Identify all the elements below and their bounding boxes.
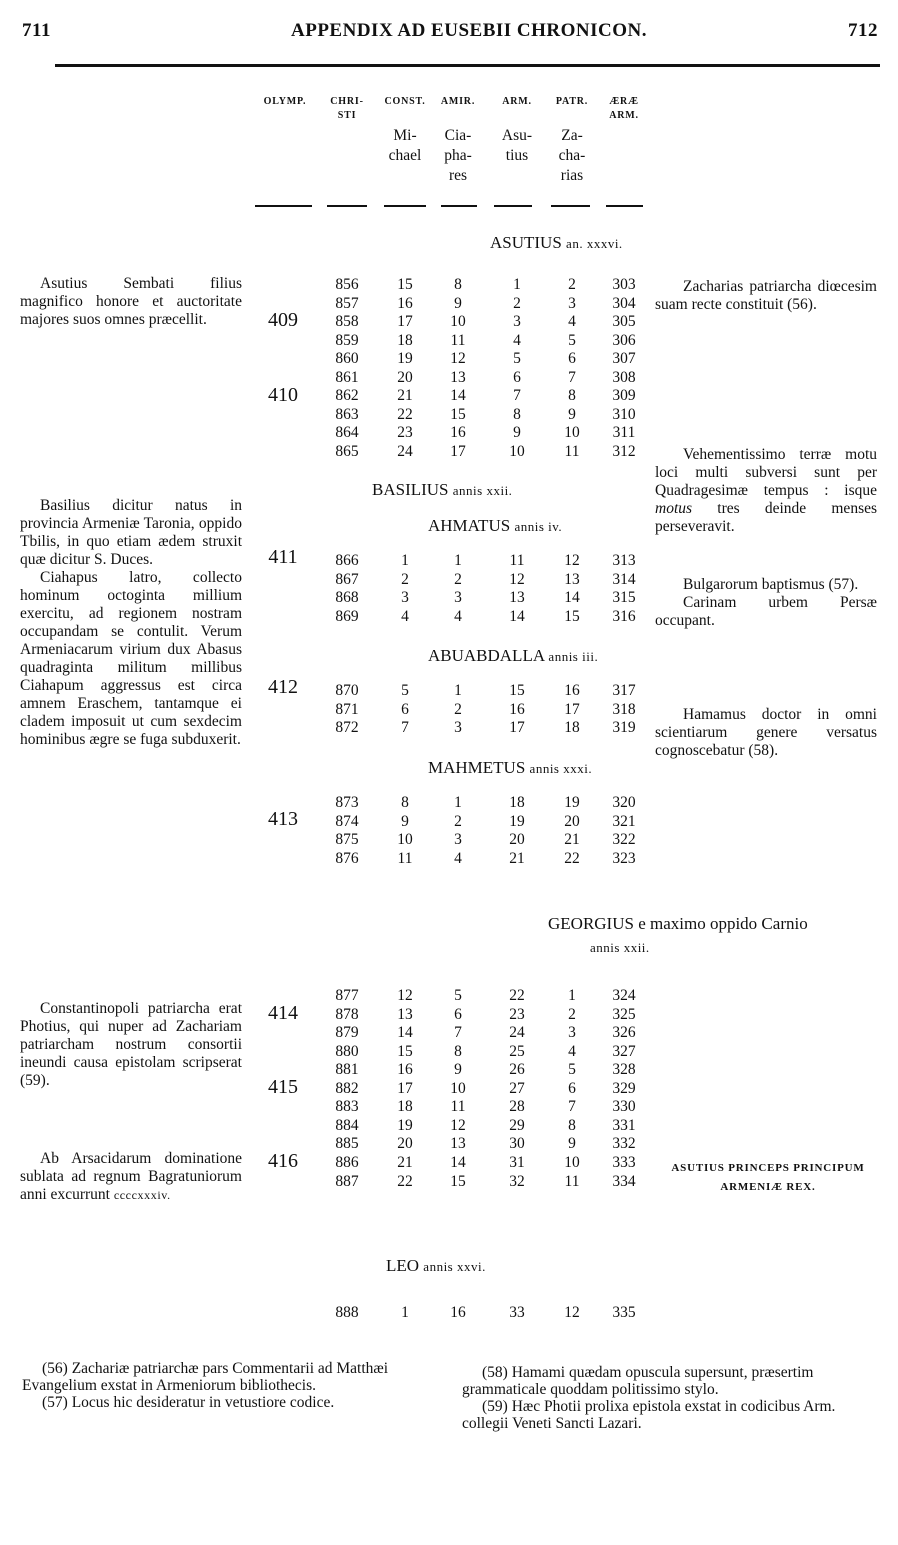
- olympiad-number: 414: [268, 1002, 298, 1024]
- table-cell: 6: [568, 350, 576, 368]
- table-cell: 13: [564, 570, 580, 588]
- note-ciahapus: Ciahapus latro, collecto hominum octoginta millium exercitu, ad regionem nostram occupandam se contulit. Verum Armeniacarum virium dux Abasus quadraginta militum millibus Ciahapum aggressus est circa amnem Eraschem, tantamque ei cladem imposuit ut cum sexdecim hominibus ægre se fuga subduxerit.: [20, 569, 242, 748]
- table-cell: 14: [450, 387, 466, 405]
- table-cell: 2: [454, 570, 462, 588]
- table-cell: 333: [612, 1153, 636, 1171]
- column-dash-5: [551, 205, 590, 207]
- table-cell: 3: [401, 589, 409, 607]
- table-cell: 11: [397, 849, 413, 867]
- reign-ahmatus: AHMATUS annis iv.: [428, 516, 563, 535]
- table-cell: 334: [612, 1172, 636, 1190]
- table-cell: 884: [335, 1116, 359, 1134]
- table-row: [0, 350, 898, 368]
- table-cell: 1: [454, 682, 462, 699]
- table-cell: 326: [612, 1024, 636, 1042]
- olympiad-number: 409: [268, 309, 298, 331]
- column-dash-4: [494, 205, 532, 207]
- footnote-58: (58) Hamami quædam opuscula supersunt, præsertim grammaticale quoddam politissimo stylo.: [462, 1364, 814, 1398]
- reign-abuabdalla: ABUABDALLA annis iii.: [428, 646, 599, 665]
- table-cell: 14: [564, 589, 580, 607]
- table-cell: 8: [568, 1116, 576, 1134]
- table-cell: 12: [450, 1116, 466, 1134]
- table-cell: 871: [335, 700, 359, 718]
- table-cell: 8: [401, 794, 409, 811]
- table-cell: 18: [564, 719, 580, 737]
- column-dash-2: [384, 205, 426, 207]
- table-cell: 18: [397, 1098, 413, 1116]
- table-cell: 12: [397, 987, 413, 1004]
- table-cell: 880: [335, 1042, 359, 1060]
- page-number-left: 711: [22, 20, 51, 41]
- note-bulgarorum: Bulgarorum baptismus (57). Carinam urbem Persæ occupant.: [655, 576, 877, 629]
- table-cell: 309: [612, 387, 636, 405]
- table-cell: 3: [513, 313, 521, 331]
- ruler-name-2: Mi- chael: [388, 127, 422, 164]
- table-cell: 22: [397, 1172, 413, 1190]
- table-cell: 1: [454, 552, 462, 569]
- table-cell: 3: [454, 831, 462, 849]
- table-cell: 30: [509, 1135, 525, 1153]
- table-cell: 876: [335, 849, 359, 867]
- reign-georgius-years: annis xxii.: [590, 940, 650, 955]
- table-cell: 2: [513, 294, 521, 312]
- table-cell: 872: [335, 719, 359, 737]
- olympiad-number: 413: [268, 808, 298, 830]
- table-cell: 14: [509, 607, 525, 625]
- table-cell: 859: [335, 331, 359, 349]
- table-cell: 1: [401, 1304, 409, 1321]
- note-hamamus: Hamamus doctor in omni scientiarum genere versatus cognoscebatur (58).: [655, 706, 877, 759]
- table-cell: 19: [564, 794, 580, 811]
- table-cell: 7: [568, 1098, 576, 1116]
- table-cell: 27: [509, 1079, 525, 1097]
- column-dash-1: [327, 205, 367, 207]
- ruler-name-3: Cia- pha- res: [444, 127, 472, 184]
- table-cell: 14: [397, 1024, 413, 1042]
- table-cell: 856: [335, 276, 359, 293]
- table-cell: 33: [509, 1304, 525, 1321]
- table-cell: 13: [450, 368, 466, 386]
- table-cell: 19: [397, 350, 413, 368]
- table-cell: 1: [513, 276, 521, 293]
- column-header-5: PATR.: [555, 96, 589, 107]
- table-cell: 318: [612, 700, 636, 718]
- table-cell: 335: [612, 1304, 636, 1321]
- column-header-2: CONST.: [384, 96, 426, 107]
- table-cell: 312: [612, 442, 636, 460]
- table-cell: 22: [564, 849, 580, 867]
- table-row: [0, 424, 898, 442]
- table-cell: 16: [564, 682, 580, 699]
- table-row: [0, 406, 898, 424]
- table-cell: 16: [450, 424, 466, 442]
- table-cell: 860: [335, 350, 359, 368]
- table-cell: 10: [509, 442, 525, 460]
- table-cell: 870: [335, 682, 359, 699]
- column-header-1: CHRI- STI: [330, 96, 364, 121]
- note-earthquake: Vehementissimo terræ motu loci multi subversi sunt per Quadragesimæ tempus : isque motus tres deinde menses perseveravit.: [655, 446, 878, 535]
- table-cell: 875: [335, 831, 359, 849]
- note-zacharias: Zacharias patriarcha diœcesim suam recte constituit (56).: [655, 278, 877, 313]
- table-cell: 20: [509, 831, 525, 849]
- table-cell: 9: [568, 1135, 576, 1153]
- table-cell: 13: [509, 589, 525, 607]
- table-cell: 7: [568, 368, 576, 386]
- table-cell: 12: [564, 552, 580, 569]
- reign-mahmetus: MAHMETUS annis xxxi.: [428, 758, 593, 777]
- table-cell: 12: [450, 350, 466, 368]
- table-cell: 886: [335, 1153, 359, 1171]
- table-cell: 5: [513, 350, 521, 368]
- table-cell: 21: [564, 831, 580, 849]
- table-cell: 2: [568, 276, 576, 293]
- reign-georgius: GEORGIUS e maximo oppido Carnio: [548, 914, 808, 933]
- table-cell: 18: [509, 794, 525, 811]
- table-cell: 12: [564, 1304, 580, 1321]
- reign-asutius: ASUTIUS an. xxxvi.: [490, 233, 623, 252]
- table-cell: 327: [612, 1042, 636, 1060]
- table-cell: 887: [335, 1172, 359, 1190]
- table-cell: 866: [335, 552, 359, 569]
- table-cell: 7: [401, 719, 409, 737]
- table-cell: 319: [612, 719, 636, 737]
- table-cell: 32: [509, 1172, 525, 1190]
- table-cell: 16: [450, 1304, 466, 1321]
- table-cell: 23: [397, 424, 413, 442]
- table-cell: 303: [612, 276, 636, 293]
- table-cell: 1: [454, 794, 462, 811]
- table-cell: 5: [454, 987, 462, 1004]
- table-cell: 17: [564, 700, 580, 718]
- table-row: [0, 850, 898, 868]
- table-cell: 8: [454, 1042, 462, 1060]
- table-cell: 17: [450, 442, 466, 460]
- table-cell: 11: [564, 442, 580, 460]
- table-cell: 16: [509, 700, 525, 718]
- table-row: [0, 369, 898, 387]
- table-cell: 879: [335, 1024, 359, 1042]
- table-cell: 863: [335, 405, 359, 423]
- footnote-59: (59) Hæc Photii prolixa epistola exstat in codicibus Arm. collegii Veneti Sancti Lazari.: [462, 1398, 836, 1432]
- table-cell: 321: [612, 812, 636, 830]
- ruler-name-4: Asu- tius: [501, 127, 533, 164]
- table-cell: 316: [612, 607, 636, 625]
- note-photius: Constantinopoli patriarcha erat Photius, qui nuper ad Zachariam patriarcham nostrum consortii ineundi causa epistolam scripserat (59).: [20, 1000, 242, 1089]
- table-row: [0, 813, 898, 831]
- table-cell: 9: [568, 405, 576, 423]
- table-cell: 9: [401, 812, 409, 830]
- table-cell: 2: [568, 1005, 576, 1023]
- table-cell: 21: [509, 849, 525, 867]
- table-cell: 21: [397, 1153, 413, 1171]
- table-row: [0, 1304, 898, 1322]
- table-cell: 11: [509, 552, 525, 569]
- table-cell: 313: [612, 552, 636, 569]
- table-cell: 330: [612, 1098, 636, 1116]
- table-cell: 332: [612, 1135, 636, 1153]
- table-cell: 3: [454, 719, 462, 737]
- table-cell: 1: [401, 552, 409, 569]
- table-cell: 325: [612, 1005, 636, 1023]
- table-cell: 9: [454, 294, 462, 312]
- footnote-56: (56) Zachariæ patriarchæ pars Commentarii ad Matthæi Evangelium exstat in Armeniorum bibliothecis.: [22, 1360, 389, 1394]
- table-cell: 20: [564, 812, 580, 830]
- table-cell: 13: [450, 1135, 466, 1153]
- table-cell: 2: [401, 570, 409, 588]
- column-header-4: ARM.: [502, 96, 532, 107]
- table-cell: 324: [612, 987, 636, 1004]
- running-title: APPENDIX AD EUSEBII CHRONICON.: [291, 20, 647, 41]
- table-cell: 22: [397, 405, 413, 423]
- table-cell: 869: [335, 607, 359, 625]
- table-cell: 20: [397, 1135, 413, 1153]
- table-cell: 5: [401, 682, 409, 699]
- table-row: [0, 1098, 898, 1116]
- table-cell: 3: [454, 589, 462, 607]
- table-cell: 4: [513, 331, 521, 349]
- olympiad-number: 416: [268, 1150, 298, 1172]
- olympiad-number: 415: [268, 1076, 298, 1098]
- table-cell: 15: [509, 682, 525, 699]
- olympiad-number: 411: [268, 546, 298, 568]
- table-cell: 18: [397, 331, 413, 349]
- footnotes-right: [462, 1364, 874, 1432]
- column-header-6: ÆRÆ ARM.: [609, 96, 639, 121]
- table-cell: 10: [450, 313, 466, 331]
- table-cell: 8: [568, 387, 576, 405]
- table-cell: 26: [509, 1061, 525, 1079]
- table-cell: 17: [397, 1079, 413, 1097]
- table-cell: 304: [612, 294, 636, 312]
- column-header-3: AMIR.: [440, 96, 476, 107]
- table-cell: 10: [564, 1153, 580, 1171]
- table-cell: 867: [335, 570, 359, 588]
- table-cell: 24: [397, 442, 413, 460]
- table-cell: 19: [397, 1116, 413, 1134]
- table-cell: 20: [397, 368, 413, 386]
- table-cell: 11: [450, 331, 466, 349]
- ruler-name-5: Za- cha- rias: [558, 127, 586, 184]
- table-cell: 3: [568, 1024, 576, 1042]
- table-cell: 21: [397, 387, 413, 405]
- table-cell: 882: [335, 1079, 359, 1097]
- table-row: [0, 387, 898, 405]
- table-cell: 4: [568, 1042, 576, 1060]
- note-carinam: Carinam urbem Persæ occupant.: [655, 594, 877, 629]
- table-cell: 310: [612, 405, 636, 423]
- table-cell: 317: [612, 682, 636, 699]
- table-cell: 305: [612, 313, 636, 331]
- page-number-right: 712: [848, 20, 878, 41]
- table-cell: 15: [450, 1172, 466, 1190]
- table-cell: 878: [335, 1005, 359, 1023]
- table-cell: 16: [397, 294, 413, 312]
- table-cell: 2: [454, 700, 462, 718]
- table-cell: 873: [335, 794, 359, 811]
- column-dash-0: [255, 205, 312, 207]
- table-cell: 7: [454, 1024, 462, 1042]
- table-cell: 864: [335, 424, 359, 442]
- table-cell: 28: [509, 1098, 525, 1116]
- table-cell: 9: [454, 1061, 462, 1079]
- table-cell: 24: [509, 1024, 525, 1042]
- table-cell: 19: [509, 812, 525, 830]
- table-cell: 11: [450, 1098, 466, 1116]
- reign-basilius: BASILIUS annis xxii.: [372, 480, 513, 499]
- table-cell: 331: [612, 1116, 636, 1134]
- table-cell: 4: [401, 607, 409, 625]
- table-row: [0, 794, 898, 812]
- table-cell: 306: [612, 331, 636, 349]
- column-header-0: OLYMP.: [263, 96, 307, 107]
- table-cell: 31: [509, 1153, 525, 1171]
- table-cell: 874: [335, 812, 359, 830]
- column-dash-6: [606, 205, 643, 207]
- table-cell: 5: [568, 1061, 576, 1079]
- table-cell: 883: [335, 1098, 359, 1116]
- table-row: [0, 831, 898, 849]
- table-cell: 23: [509, 1005, 525, 1023]
- reign-leo: LEO annis xxvi.: [386, 1256, 486, 1275]
- table-cell: 881: [335, 1061, 359, 1079]
- table-cell: 4: [454, 607, 462, 625]
- table-cell: 4: [454, 849, 462, 867]
- table-cell: 14: [450, 1153, 466, 1171]
- table-cell: 861: [335, 368, 359, 386]
- table-cell: 2: [454, 812, 462, 830]
- table-cell: 16: [397, 1061, 413, 1079]
- table-cell: 857: [335, 294, 359, 312]
- table-cell: 25: [509, 1042, 525, 1060]
- table-cell: 11: [564, 1172, 580, 1190]
- table-cell: 314: [612, 570, 636, 588]
- column-dash-3: [441, 205, 477, 207]
- table-cell: 877: [335, 987, 359, 1004]
- table-cell: 322: [612, 831, 636, 849]
- table-cell: 4: [568, 313, 576, 331]
- table-cell: 15: [397, 276, 413, 293]
- table-cell: 311: [612, 424, 636, 442]
- table-cell: 17: [397, 313, 413, 331]
- table-cell: 862: [335, 387, 359, 405]
- princeps-title: ASUTIUS PRINCEPS PRINCIPUM ARMENIÆ REX.: [671, 1162, 865, 1193]
- table-row: [0, 332, 898, 350]
- table-cell: 13: [397, 1005, 413, 1023]
- table-cell: 22: [509, 987, 525, 1004]
- table-cell: 15: [397, 1042, 413, 1060]
- table-cell: 865: [335, 442, 359, 460]
- footnote-57: (57) Locus hic desideratur in vetustiore codice.: [42, 1394, 335, 1411]
- table-cell: 307: [612, 350, 636, 368]
- olympiad-number: 412: [268, 676, 298, 698]
- table-cell: 8: [454, 276, 462, 293]
- note-asutius: Asutius Sembati filius magnifico honore et auctoritate majores suos omnes præcellit.: [20, 275, 242, 328]
- table-cell: 6: [568, 1079, 576, 1097]
- header-rule: [55, 64, 880, 67]
- table-cell: 10: [450, 1079, 466, 1097]
- table-cell: 868: [335, 589, 359, 607]
- table-cell: 15: [564, 607, 580, 625]
- table-cell: 1: [568, 987, 576, 1004]
- note-arsacidae: Ab Arsacidarum dominatione sublata ad regnum Bagratuniorum anni excurrunt ccccxxxiv.: [20, 1150, 242, 1203]
- table-cell: 315: [612, 589, 636, 607]
- table-cell: 5: [568, 331, 576, 349]
- note-basilius: Basilius dicitur natus in provincia Armeniæ Taronia, oppido Tbilis, in quo etiam ædem struxit quæ dicitur S. Duces. Ciahapus latro, collecto hominum octoginta millium exercitu, ad regionem nostram occupandam se contulit. Verum Armeniacarum virium dux Abasus quadraginta militum millibus Ciahapum aggressus est circa amnem Eraschem, tantamque ei cladem imposuit ut cum sexdecim hominibus ægre se fuga subduxerit.: [20, 497, 242, 748]
- table-cell: 29: [509, 1116, 525, 1134]
- table-cell: 308: [612, 368, 636, 386]
- table-cell: 320: [612, 794, 636, 811]
- table-cell: 10: [564, 424, 580, 442]
- table-cell: 15: [450, 405, 466, 423]
- table-cell: 858: [335, 313, 359, 331]
- table-cell: 10: [397, 831, 413, 849]
- table-cell: 329: [612, 1079, 636, 1097]
- table-cell: 8: [513, 405, 521, 423]
- table-cell: 6: [513, 368, 521, 386]
- table-cell: 888: [335, 1304, 359, 1321]
- table-cell: 7: [513, 387, 521, 405]
- table-row: [0, 1117, 898, 1135]
- table-cell: 323: [612, 849, 636, 867]
- table-cell: 17: [509, 719, 525, 737]
- table-cell: 6: [454, 1005, 462, 1023]
- table-cell: 9: [513, 424, 521, 442]
- table-cell: 12: [509, 570, 525, 588]
- table-cell: 3: [568, 294, 576, 312]
- table-cell: 328: [612, 1061, 636, 1079]
- table-cell: 6: [401, 700, 409, 718]
- footnotes-left: [22, 1360, 434, 1411]
- olympiad-number: 410: [268, 384, 298, 406]
- table-cell: 885: [335, 1135, 359, 1153]
